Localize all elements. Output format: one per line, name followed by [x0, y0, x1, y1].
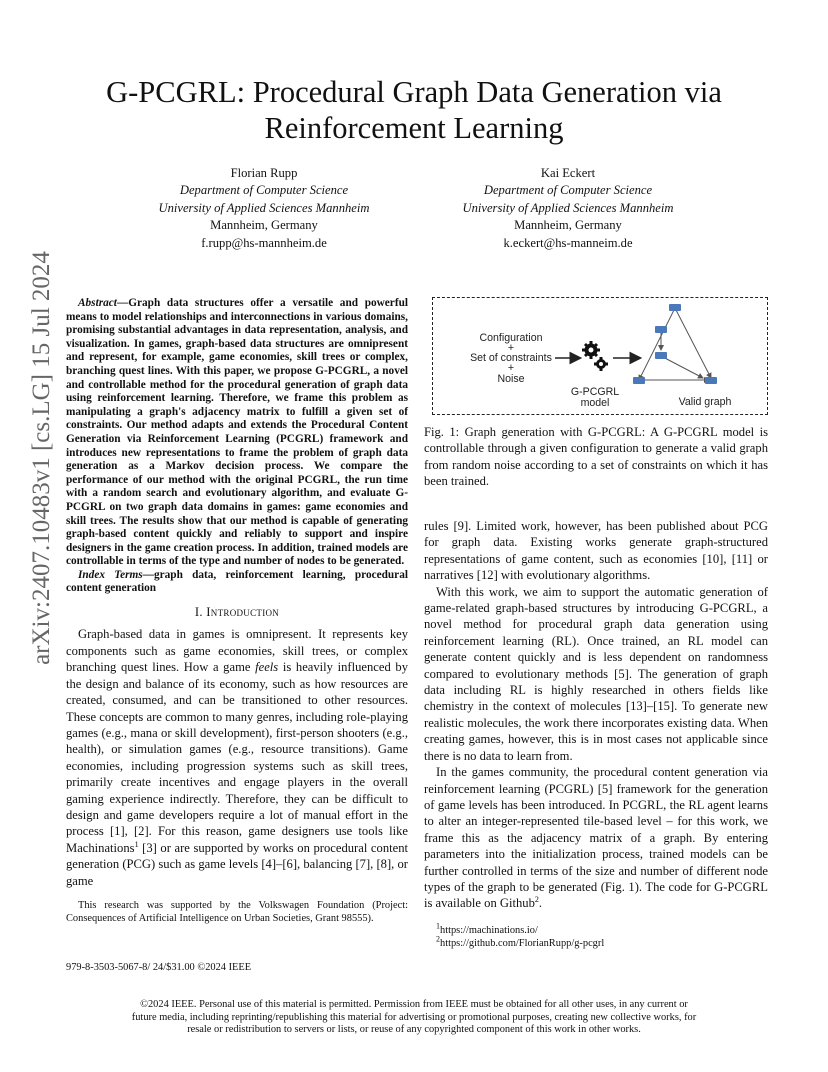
fig-graph-nodes [633, 304, 717, 384]
author-dept: Department of Computer Science [179, 183, 349, 198]
fig-input-line2: Set of constraints [470, 352, 552, 364]
abstract-label: Abstract [78, 297, 117, 309]
fig-output-label: Valid graph [678, 396, 732, 408]
footnote-link[interactable]: https://machinations.io/ [440, 924, 538, 936]
author-city: Mannheim, Germany [514, 218, 622, 233]
index-terms-text: —graph data, reinforcement learning, procedural content generation [66, 568, 408, 595]
funding-note: This research was supported by the Volkswagen Foundation (Project: Consequences of Artificial Intelligence on Urban Societies, Grant 98555). [66, 899, 408, 924]
fig-plus-2: + [507, 362, 515, 374]
fig-model-label-2: model [580, 397, 610, 409]
author-name: Kai Eckert [540, 166, 596, 180]
footnote-ref: 1 [134, 839, 139, 849]
fig-model-label-1: G-PCGRL [570, 386, 620, 398]
body-paragraph: In the games community, the procedural content generation via reinforcement learning (PCGRL) [5] framework for the generation of game levels has been introduced. In PCGRL, the RL agent learns to alter an integer-represented tile-based level – for this work, we frame this as the adjacency matrix of a graph. By entering parameters into the initialization process, trained models can be further controlled in terms of the size and number of different node types of the graph to be generated (Fig. 1). The code for G-PCGRL is available on Github$^2$. [424, 765, 768, 911]
paper-title: G-PCGRL: Procedural Graph Data Generation via Reinforcement Learning [106, 75, 722, 145]
author-1 [104, 165, 424, 252]
copyright-notice: ©2024 IEEE. Personal use of this material is permitted. Permission from IEEE must be obtained for all other uses, in any current or future media, including reprinting/republishing this material for advertising or promotional purposes, creating new collective works, for resale or redistribution to servers or lists, or reuse of any copyrighted component of this work in other works. [131, 999, 697, 1036]
author-univ: University of Applied Sciences Mannheim [158, 200, 370, 215]
intro-paragraph: Graph-based data in games is omnipresent. It represents key components such as game economies, skill trees, or complex branching quest lines. How a game feels is heavily influenced by the design and balance of its economy, such as how resources are created, consumed, and can be transitioned to other resources. These concepts are common to many genres, including role-playing games (e.g., mana or skill development), first-person shooters (e.g., health), or simulation games (e.g., resource transitions). Game economies, including progression systems such as skill trees, primarily create incentives and engage players in the overall gaming experience indirectly. Therefore, they can be difficult to design and game developers require a lot of manual effort in the process [1], [2]. For this reason, game designers use tools like Machinations$^1$ [3] or are supported by works on procedural content generation (PCG) such as game levels [4]–[6], balancing [7], [8], or game [66, 627, 408, 888]
left-column [66, 297, 408, 925]
fig-input-line1: Configuration [479, 332, 543, 344]
footnote: $^1$https://machinations.io/ [436, 921, 538, 936]
fig-plus-1: + [507, 342, 515, 354]
abstract [66, 297, 408, 596]
fig-input-line3: Noise [497, 373, 525, 385]
footnotes [424, 921, 768, 950]
figure-caption: Fig. 1: Graph generation with G-PCGRL: A G-PCGRL model is controllable through a given configuration to generate a valid graph from random noise according to a set of constraints on which it has been trained. [424, 425, 768, 489]
footnote-link[interactable]: https://github.com/FlorianRupp/g-pcgrl [440, 937, 605, 949]
author-name: Florian Rupp [230, 166, 298, 180]
author-dept: Department of Computer Science [483, 183, 653, 198]
body-paragraph: With this work, we aim to support the automatic generation of game-related graph-based structures by introducing G-PCGRL, a novel method for procedural graph data generation using reinforcement learning (RL). Once trained, an RL model can generate content quickly and is less dependent on randomness compared to evolutionary methods [5]. The generation of graph data including RL is highly researched in others fields like chemistry in the context of molecules [13]–[15]. To generate new realistic molecules, the work there incorporates existing data. When creating games, however, this is in most cases not applicable since there is no data to learn from. [424, 584, 768, 763]
author-2 [408, 165, 728, 252]
section-heading: I. Introduction [194, 605, 280, 620]
gears-icon [582, 341, 608, 371]
body-paragraph: rules [9]. Limited work, however, has been published about PCG for graph data. Existing works generate graph-structured representations of game content, such as economies [10], [11] or narratives [12] with evolutionary algorithms. [424, 519, 768, 583]
footnote: $^2$https://github.com/FlorianRupp/g-pcgrl [436, 934, 605, 949]
author-email: k.eckert@hs-manneim.de [503, 235, 633, 250]
arxiv-stamp: arXiv:2407.10483v1 [cs.LG] 15 Jul 2024 [28, 251, 55, 665]
footnote-ref: 2 [534, 895, 539, 905]
author-city: Mannheim, Germany [210, 218, 318, 233]
abstract-text: —Graph data structures offer a versatile and powerful means to model relationships and interconnections in various domains, promising substantial advantages in data representation, analysis, and visualization. In games, graph-based data structures are omnipresent and represent, for example, game economies, skill trees or complex, branching quest lines. With this paper, we propose G-PCGRL, a novel and controllable method for the procedural generation of graph data using reinforcement learning. Therefore, we frame this problem as manipulating a graph's adjacency matrix to fulfill a given set of constraints. Our method adapts and extends the Procedural Content Generation via Reinforcement Learning (PCGRL) framework and introduces new representations to frame the problem of graph data generation as a Markov decision process. We compare the performance of our method with the original PCGRL, the run time with a random search and evolutionary algorithm, and evaluate G-PCGRL on two graph data domains in games: game economies and skill trees. The results show that our method is capable of generating graph-based content quickly and reliably to support and inspire designers in the game creation process. In addition, trained models are controllable in terms of the type and number of nodes to be generated. [66, 297, 408, 568]
index-terms-label: Index Terms [78, 568, 143, 581]
isbn-line: 979-8-3503-5067-8/ 24/$31.00 ©2024 IEEE [66, 962, 252, 973]
author-email: f.rupp@hs-mannheim.de [201, 235, 327, 250]
figure-1 [432, 297, 768, 415]
fig-valid-graph [639, 308, 711, 380]
author-univ: University of Applied Sciences Mannheim [462, 200, 674, 215]
right-column [424, 518, 768, 950]
